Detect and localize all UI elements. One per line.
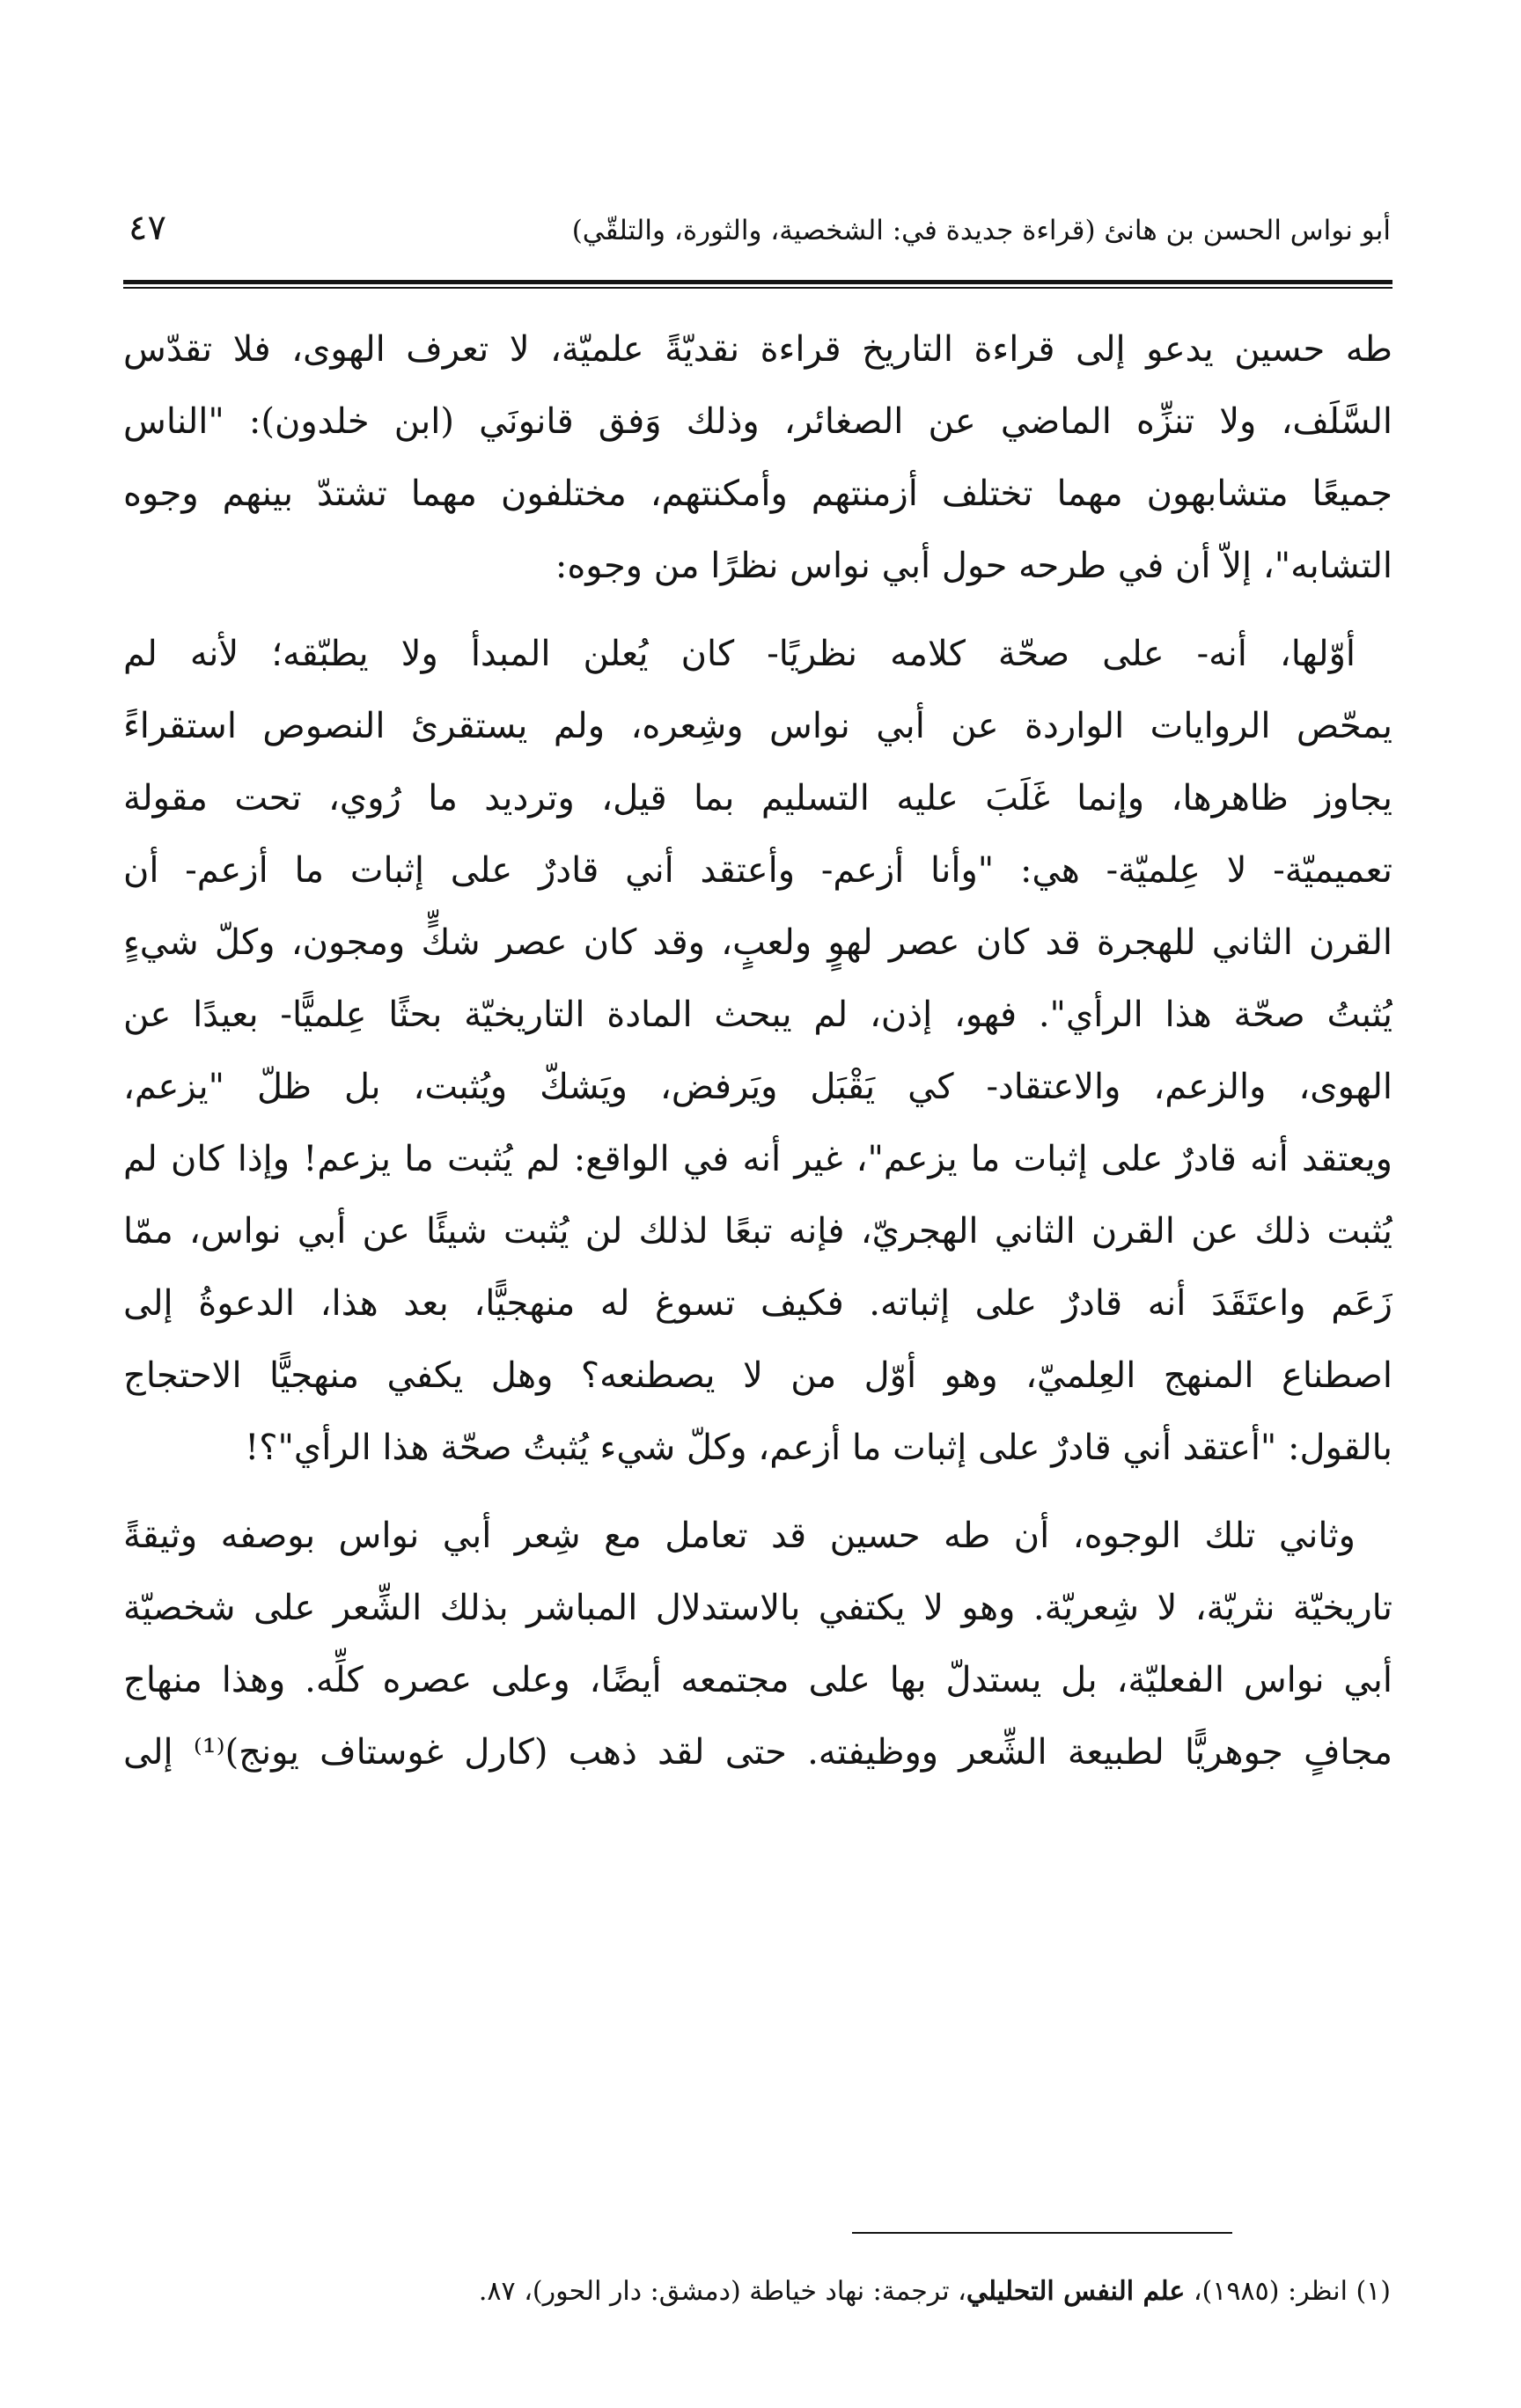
text-line: زَعَم واعتَقَدَ أنه قادرٌ على إثباته. فكيف تسوغ له منهجيًّا، بعد هذا، الدعوةُ إلى (123, 1283, 1392, 1324)
text-line: القرن الثاني للهجرة قد كان عصر لهوٍ ولعبٍ، وقد كان عصر شكٍّ ومجون، وكلّ شيءٍ (123, 922, 1392, 963)
text-line: يُثبتُ صحّة هذا الرأي". فهو، إذن، لم يبحث المادة التاريخيّة بحثًا عِلميًّا- بعيدًا عن (123, 995, 1392, 1035)
text-line: اصطناع المنهج العِلميّ، وهو أوّل من لا يصطنعه؟ وهل يكفي منهجيًّا الاحتجاج (123, 1355, 1392, 1396)
text-line: يمحّص الروايات الواردة عن أبي نواس وشِعره، ولم يستقرئ النصوص استقراءً (123, 706, 1392, 746)
page-number: ٤٧ (129, 208, 166, 248)
footnote-rule (852, 2232, 1232, 2234)
footnote-prefix: (١) انظر: (١٩٨٥)، (1185, 2276, 1391, 2307)
header-rule-thin (123, 287, 1392, 289)
header-rule-thick (123, 280, 1392, 284)
paragraph (123, 618, 1392, 1484)
footnote-book-title: علم النفس التحليلي (966, 2276, 1186, 2307)
text-line: يجاوز ظاهرها، وإنما غَلَبَ عليه التسليم بما قيل، وترديد ما رُوي، تحت مقولة (123, 778, 1392, 819)
body-text (123, 313, 1392, 1788)
text-line: السَّلَف، ولا تنزِّه الماضي عن الصغائر، وذلك وَفق قانونَي (ابن خلدون): "الناس (123, 401, 1392, 442)
text-line: التشابه"، إلاّ أن في طرحه حول أبي نواس نظرًا من وجوه: (555, 546, 1392, 586)
text-line: أوّلها، أنه- على صحّة كلامه نظريًا- كان يُعلن المبدأ ولا يطبّقه؛ لأنه لم (123, 634, 1356, 674)
text-line: يُثبت ذلك عن القرن الثاني الهجريّ، فإنه تبعًا لذلك لن يُثبت شيئًا عن أبي نواس، ممّا (123, 1211, 1392, 1252)
text-line: مجافٍ جوهريًّا لطبيعة الشِّعر ووظيفته. حتى لقد ذهب (كارل غوستاف يونج)⁽¹⁾ إلى (123, 1732, 1392, 1773)
text-line: أبي نواس الفعليّة، بل يستدلّ بها على مجتمعه أيضًا، وعلى عصره كلِّه. وهذا منهاج (123, 1660, 1392, 1700)
text-line: وثاني تلك الوجوه، أن طه حسين قد تعامل مع شِعر أبي نواس بوصفه وثيقةً (123, 1516, 1356, 1556)
footnote (123, 2276, 1391, 2307)
paragraph (123, 313, 1392, 602)
text-line: تاريخيّة نثريّة، لا شِعريّة. وهو لا يكتفي بالاستدلال المباشر بذلك الشِّعر على شخصيّة (123, 1588, 1392, 1628)
text-line: جميعًا متشابهون مهما تختلف أزمنتهم وأمكنتهم، مختلفون مهما تشتدّ بينهم وجوه (123, 474, 1392, 514)
text-line: ويعتقد أنه قادرٌ على إثبات ما يزعم"، غير أنه في الواقع: لم يُثبت ما يزعم! وإذا كان لم (123, 1139, 1392, 1179)
running-header (123, 208, 1391, 248)
header-title: أبو نواس الحسن بن هانئ (قراءة جديدة في: الشخصية، والثورة، والتلقّي) (571, 215, 1391, 246)
text-line: بالقول: "أعتقد أني قادرٌ على إثبات ما أزعم، وكلّ شيء يُثبتُ صحّة هذا الرأي"؟! (245, 1428, 1392, 1468)
paragraph (123, 1500, 1392, 1788)
text-line: طه حسين يدعو إلى قراءة التاريخ قراءة نقديّةً علميّة، لا تعرف الهوى، فلا تقدّس (123, 329, 1392, 370)
footnote-suffix: ، ترجمة: نهاد خياطة (دمشق: دار الحور)، ٨٧. (478, 2276, 966, 2307)
text-line: الهوى، والزعم، والاعتقاد- كي يَقْبَل ويَرفض، ويَشكّ ويُثبت، بل ظلّ "يزعم، (123, 1067, 1392, 1107)
text-line: تعميميّة- لا عِلميّة- هي: "وأنا أزعم- وأعتقد أني قادرٌ على إثبات ما أزعم- أن (123, 850, 1392, 891)
